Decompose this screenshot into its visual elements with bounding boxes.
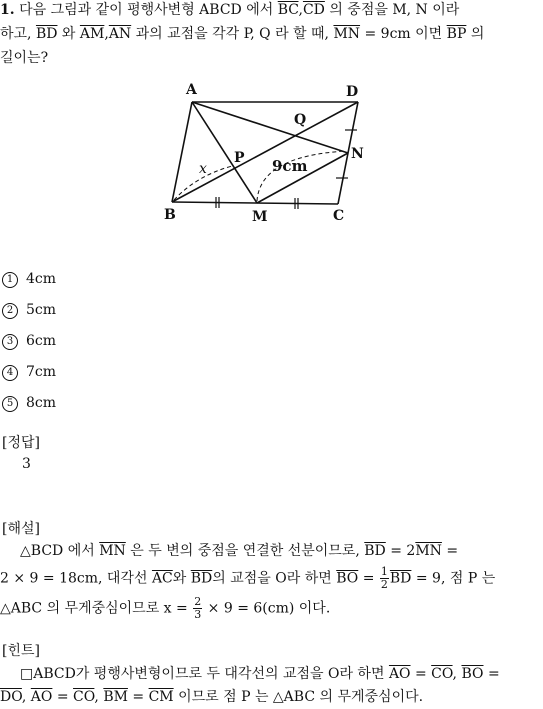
text: = 9, 점 P 는 (415, 570, 496, 587)
text: 이므로 점 P 는 △ABC 의 무게중심이다. (178, 689, 424, 705)
label-a: A (186, 82, 197, 98)
side-bc (172, 202, 338, 204)
label-b: B (164, 207, 176, 223)
option-4[interactable] (2, 364, 56, 381)
text: = (446, 543, 459, 559)
answer-heading: [정답] (2, 435, 40, 451)
fraction-two-thirds: $\frac{2}{3}$ (194, 595, 202, 621)
label-m: M (252, 209, 268, 225)
text: 2 × 9 = 18cm, 대각선 (0, 570, 148, 587)
segment-an-line (192, 102, 348, 153)
explanation-body (0, 540, 540, 562)
problem-text: 다음 그림과 같이 평행사변형 ABCD 에서 (19, 2, 274, 18)
segment-bm: $\overline{BM}$ (103, 689, 128, 705)
segment-cd: $\overline{CD}$ (302, 2, 325, 18)
problem-line-3 (0, 48, 48, 68)
option-marker: 5 (2, 396, 18, 412)
segment-do: $\overline{DO}$ (0, 689, 22, 705)
option-text: 6cm (26, 333, 57, 349)
side-ab (172, 102, 192, 202)
text: = (56, 689, 69, 705)
problem-text: 길이는? (0, 50, 49, 66)
problem-text: 의 (470, 26, 485, 42)
segment-bc: $\overline{BC}$ (277, 2, 299, 18)
option-text: 7cm (26, 364, 57, 380)
comma: , (104, 26, 109, 42)
text: = (132, 689, 145, 705)
segment-bd: $\overline{BD}$ (35, 26, 58, 42)
comma: , (298, 2, 303, 18)
segment-mn: $\overline{MN}$ (415, 543, 442, 559)
option-text: 8cm (26, 395, 57, 411)
segment-cm: $\overline{CM}$ (148, 689, 174, 705)
text: △BCD 에서 (20, 543, 95, 559)
label-x: x (199, 161, 207, 177)
label-p: P (234, 150, 245, 166)
segment-bp: $\overline{BP}$ (446, 26, 467, 42)
text: 의 교점을 O라 하면 (212, 570, 332, 587)
segment-bo: $\overline{BO}$ (461, 666, 484, 682)
segment-am-line (192, 102, 257, 203)
option-marker: 1 (2, 272, 18, 288)
label-9cm: 9cm (272, 157, 308, 175)
problem-text: 과의 교점을 각각 P, Q 라 할 때, (135, 26, 329, 42)
answer-value: 3 (22, 456, 31, 472)
segment-mn: $\overline{MN}$ (99, 543, 126, 559)
label-n: N (351, 146, 364, 162)
text: 와 (172, 570, 187, 587)
label-d: D (346, 84, 359, 100)
segment-co: $\overline{CO}$ (73, 689, 95, 705)
problem-text: 하고, (0, 26, 32, 42)
option-2[interactable] (2, 302, 56, 319)
problem-text: 와 (61, 26, 76, 42)
label-c: C (333, 208, 345, 224)
text: , (452, 666, 457, 682)
option-text: 5cm (26, 302, 57, 318)
text: 은 두 변의 중점을 연결한 선분이므로, (130, 543, 360, 559)
text: = (487, 666, 500, 682)
segment-bd: $\overline{BD}$ (190, 570, 213, 587)
parallelogram-figure (160, 80, 380, 230)
segment-bd: $\overline{BD}$ (364, 543, 386, 559)
label-q: Q (294, 112, 307, 128)
problem-line-2 (0, 24, 484, 44)
fraction-half: $\frac{1}{2}$ (380, 565, 388, 591)
segment-ao: $\overline{AO}$ (30, 689, 53, 705)
explanation-line-2 (0, 566, 540, 591)
segment-mn: $\overline{MN}$ (333, 26, 361, 42)
text: = (362, 570, 375, 587)
segment-ao: $\overline{AO}$ (388, 666, 411, 682)
segment-bo: $\overline{BO}$ (336, 570, 359, 587)
problem-line-1 (0, 0, 459, 20)
text: , (94, 689, 99, 705)
option-text: 4cm (26, 271, 57, 287)
problem-text: = 9cm 이면 (364, 26, 443, 42)
hint-heading: [힌트] (2, 643, 40, 659)
explanation-heading: [해설] (2, 521, 40, 537)
text: = 2 (390, 543, 416, 559)
text: , (21, 689, 27, 705)
option-5[interactable] (2, 395, 56, 412)
text: = (414, 666, 427, 682)
option-marker: 3 (2, 334, 18, 350)
segment-ac: $\overline{AC}$ (151, 570, 173, 587)
segment-am: $\overline{AM}$ (79, 26, 105, 42)
option-3[interactable] (2, 333, 56, 350)
segment-co: $\overline{CO}$ (431, 666, 453, 682)
segment-bd: $\overline{BD}$ (389, 570, 412, 587)
option-marker: 4 (2, 365, 18, 381)
problem-number: 1. (0, 2, 15, 18)
diagonal-bd (172, 102, 358, 202)
option-marker: 2 (2, 303, 18, 319)
segment-an: $\overline{AN}$ (108, 26, 132, 42)
text: □ABCD가 평행사변형이므로 두 대각선의 교점을 O라 하면 (20, 666, 385, 682)
option-1[interactable] (2, 271, 56, 288)
problem-text: 의 중점을 M, N 이라 (329, 2, 460, 18)
hint-line-2 (0, 686, 540, 708)
explanation-line-3 (0, 596, 540, 621)
text: △ABC 의 무게중심이므로 x = (0, 600, 188, 617)
hint-line-1 (0, 663, 540, 685)
text: × 9 = 6(cm) 이다. (207, 600, 331, 617)
